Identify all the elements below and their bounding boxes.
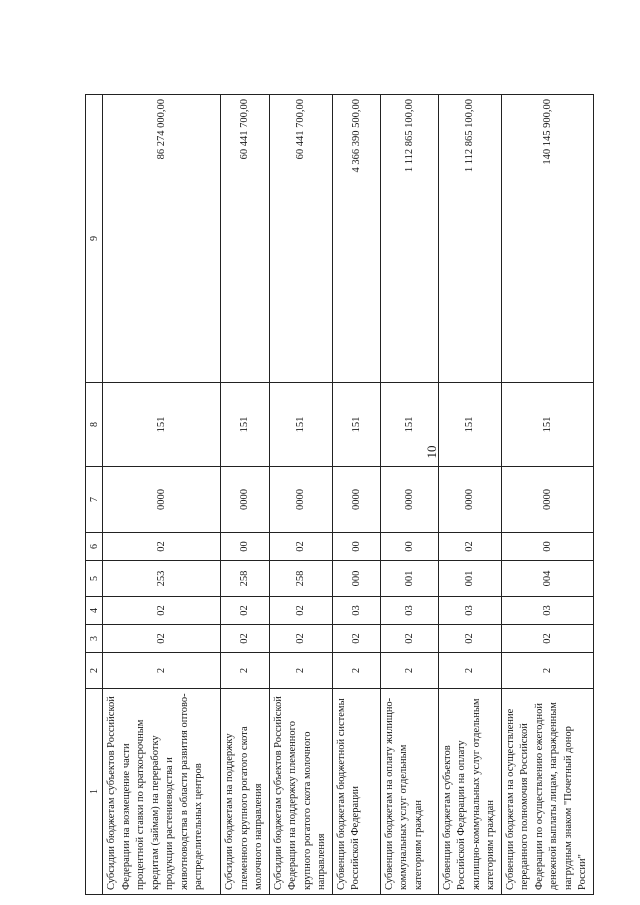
rotated-budget-table	[85, 95, 605, 895]
code-cell: 000	[332, 561, 380, 597]
code-cell: 02	[269, 533, 332, 561]
code-cell: 253	[103, 561, 221, 597]
header-cell: 3	[86, 625, 103, 653]
code-cell: 0000	[438, 467, 501, 533]
code-cell: 02	[269, 625, 332, 653]
code-cell: 0000	[332, 467, 380, 533]
amount-cell: 60 441 700,00	[269, 95, 332, 383]
amount-cell: 1 112 865 100,00	[438, 95, 501, 383]
code-cell: 02	[501, 625, 593, 653]
code-cell: 02	[103, 533, 221, 561]
code-cell: 2	[269, 653, 332, 689]
code-cell: 2	[438, 653, 501, 689]
code-cell: 00	[332, 533, 380, 561]
code-cell: 02	[269, 597, 332, 625]
table-row	[438, 95, 501, 895]
code-cell: 2	[221, 653, 270, 689]
code-cell: 151	[380, 383, 438, 467]
code-cell: 151	[221, 383, 270, 467]
code-cell: 2	[380, 653, 438, 689]
code-cell: 02	[221, 625, 270, 653]
code-cell: 258	[269, 561, 332, 597]
code-cell: 03	[380, 597, 438, 625]
code-cell: 151	[501, 383, 593, 467]
table-row	[501, 95, 593, 895]
table-row	[103, 95, 221, 895]
code-cell: 02	[103, 597, 221, 625]
header-row	[86, 95, 103, 895]
amount-cell: 4 366 390 500,00	[332, 95, 380, 383]
code-cell: 03	[332, 597, 380, 625]
code-cell: 0000	[380, 467, 438, 533]
header-cell: 2	[86, 653, 103, 689]
code-cell: 151	[103, 383, 221, 467]
amount-cell: 1 112 865 100,00	[380, 95, 438, 383]
header-cell: 8	[86, 383, 103, 467]
code-cell: 004	[501, 561, 593, 597]
code-cell: 2	[501, 653, 593, 689]
code-cell: 02	[438, 533, 501, 561]
code-cell: 2	[332, 653, 380, 689]
table-row	[380, 95, 438, 895]
row-description: Субсидии бюджетам субъектов Российской Федерации на поддержку племенного крупного рогатого скота молочного направления	[269, 689, 332, 895]
row-description: Субвенции бюджетам бюджетной системы Российской Федерации	[332, 689, 380, 895]
code-cell: 00	[380, 533, 438, 561]
code-cell: 02	[332, 625, 380, 653]
table-row	[221, 95, 270, 895]
code-cell: 2	[103, 653, 221, 689]
header-cell: 5	[86, 561, 103, 597]
budget-table	[85, 94, 594, 895]
code-cell: 00	[501, 533, 593, 561]
code-cell: 151	[332, 383, 380, 467]
code-cell: 0000	[103, 467, 221, 533]
row-description: Субсидии бюджетам субъектов Российской Федерации на возмещение части процентной ставки по краткосрочным кредитам (займам) на переработку продукции растениеводства и животноводства в области развития оптово-распределительных центров	[103, 689, 221, 895]
code-cell: 00	[221, 533, 270, 561]
code-cell: 151	[438, 383, 501, 467]
row-description: Субсидии бюджетам на поддержку племенного крупного рогатого скота молочного направления	[221, 689, 270, 895]
code-cell: 02	[103, 625, 221, 653]
amount-cell: 140 145 900,00	[501, 95, 593, 383]
code-cell: 001	[380, 561, 438, 597]
row-description: Субвенции бюджетам на оплату жилищно-коммунальных услуг отдельным категориям граждан	[380, 689, 438, 895]
code-cell: 001	[438, 561, 501, 597]
header-cell: 6	[86, 533, 103, 561]
code-cell: 02	[380, 625, 438, 653]
header-cell: 7	[86, 467, 103, 533]
code-cell: 151	[269, 383, 332, 467]
code-cell: 0000	[269, 467, 332, 533]
row-description: Субвенции бюджетам на осуществление переданного полномочия Российской Федерации по осуществлению ежегодной денежной выплаты лицам, награжденным нагрудным знаком "Почетный донор России"	[501, 689, 593, 895]
header-cell: 1	[86, 689, 103, 895]
code-cell: 258	[221, 561, 270, 597]
code-cell: 03	[501, 597, 593, 625]
page-number: 10	[424, 445, 439, 459]
code-cell: 02	[438, 625, 501, 653]
code-cell: 02	[221, 597, 270, 625]
code-cell: 03	[438, 597, 501, 625]
header-cell: 9	[86, 95, 103, 383]
table-row	[269, 95, 332, 895]
table-row	[332, 95, 380, 895]
code-cell: 0000	[221, 467, 270, 533]
amount-cell: 86 274 000,00	[103, 95, 221, 383]
header-cell: 4	[86, 597, 103, 625]
row-description: Субвенции бюджетам субъектов Российской Федерации на оплату жилищно-коммунальных услуг отдельным категориям граждан	[438, 689, 501, 895]
amount-cell: 60 441 700,00	[221, 95, 270, 383]
code-cell: 0000	[501, 467, 593, 533]
